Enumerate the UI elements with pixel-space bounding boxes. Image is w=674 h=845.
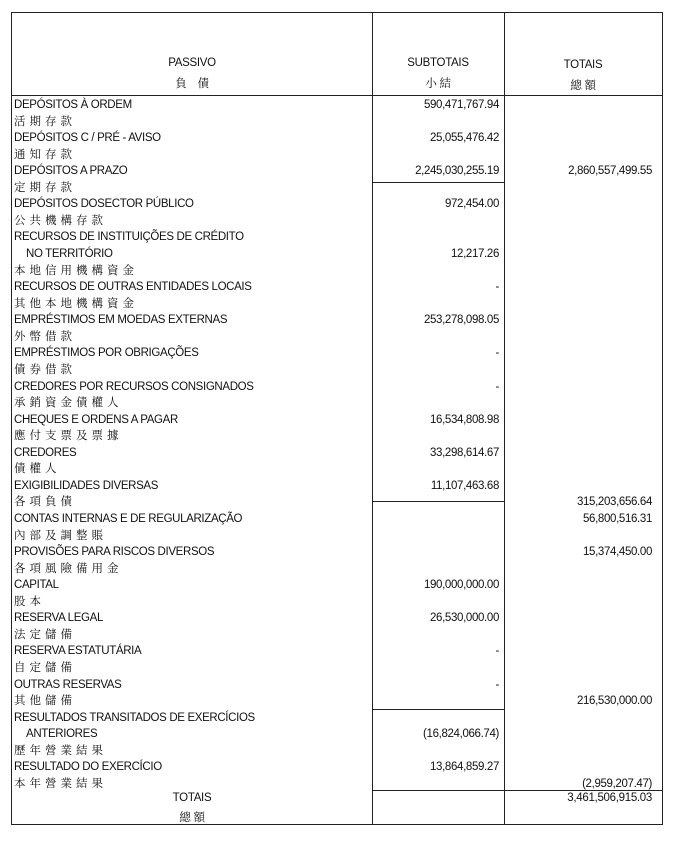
row-subtotal: 33,298,614.67 bbox=[430, 446, 499, 459]
row-subtotal: - bbox=[495, 347, 499, 360]
table-row bbox=[12, 726, 662, 743]
row-label: CREDORES bbox=[14, 446, 77, 459]
row-label: 債權人 bbox=[14, 463, 61, 476]
table-row bbox=[12, 478, 662, 495]
row-label: 歷年營業結果 bbox=[14, 744, 107, 757]
header-totais-zh: 總 額 bbox=[570, 80, 596, 92]
table-row bbox=[12, 577, 662, 594]
row-label: CONTAS INTERNAS E DE REGULARIZAÇÃO bbox=[14, 513, 243, 525]
table-row bbox=[12, 180, 662, 197]
table-row bbox=[12, 229, 662, 246]
row-label: 其他本地機構資金 bbox=[14, 297, 138, 310]
table-row bbox=[12, 561, 662, 578]
row-subtotal: 26,530,000.00 bbox=[430, 612, 499, 625]
row-label: NO TERRITÓRIO bbox=[26, 248, 113, 261]
table-row bbox=[12, 362, 662, 379]
row-subtotal: 190,000,000.00 bbox=[423, 579, 499, 592]
table-row bbox=[12, 610, 662, 627]
header-totais: TOTAIS bbox=[563, 59, 603, 71]
row-label: 法定儲備 bbox=[14, 628, 76, 641]
row-total: 315,203,656.64 bbox=[576, 496, 652, 509]
row-label: EMPRÉSTIMOS EM MOEDAS EXTERNAS bbox=[14, 314, 228, 327]
row-label: 本年營業結果 bbox=[14, 777, 107, 790]
table-row bbox=[12, 428, 662, 445]
header-subtotais-zh: 小 結 bbox=[425, 78, 451, 90]
table-row bbox=[12, 130, 662, 147]
row-label: RESULTADO DO EXERCÍCIO bbox=[14, 761, 162, 774]
row-label: OUTRAS RESERVAS bbox=[14, 678, 122, 691]
row-label: 各項風險備用金 bbox=[14, 562, 123, 575]
table-row bbox=[12, 395, 662, 412]
row-label: RECURSOS DE OUTRAS ENTIDADES LOCAIS bbox=[14, 281, 252, 294]
table-row bbox=[12, 511, 662, 528]
row-subtotal: 16,534,808.98 bbox=[430, 413, 499, 426]
table-row bbox=[12, 710, 662, 727]
balance-sheet-liabilities-table bbox=[11, 12, 663, 825]
table-row bbox=[12, 97, 662, 114]
row-subtotal: - bbox=[495, 645, 499, 658]
row-label: 活期存款 bbox=[14, 115, 76, 128]
header-passivo: PASSIVO bbox=[168, 57, 216, 69]
row-label: 股本 bbox=[14, 595, 45, 608]
row-subtotal: 253,278,098.05 bbox=[423, 314, 499, 327]
row-subtotal: 972,454.00 bbox=[444, 198, 499, 211]
table-row bbox=[12, 213, 662, 230]
table-row bbox=[12, 494, 662, 511]
row-label: RECURSOS DE INSTITUIÇÕES DE CRÉDITO bbox=[14, 231, 244, 244]
table-row bbox=[12, 263, 662, 280]
table-row bbox=[12, 544, 662, 561]
row-subtotal: - bbox=[495, 281, 499, 294]
row-label: RESERVA LEGAL bbox=[14, 612, 103, 625]
table-row bbox=[12, 445, 662, 462]
table-row bbox=[12, 412, 662, 429]
row-label: DEPÓSITOS A PRAZO bbox=[14, 165, 128, 178]
table-row bbox=[12, 379, 662, 396]
grand-total-value: 3,461,506,915.03 bbox=[567, 792, 652, 804]
row-total: 56,800,516.31 bbox=[583, 513, 652, 525]
row-label: DEPÓSITOS C / PRÉ - AVISO bbox=[14, 132, 161, 145]
table-row bbox=[12, 677, 662, 694]
table-row bbox=[12, 461, 662, 478]
table-row bbox=[12, 627, 662, 644]
row-subtotal: (16,824,066.74) bbox=[423, 728, 499, 741]
table-row bbox=[12, 147, 662, 164]
row-label: 內部及調整賬 bbox=[14, 529, 107, 542]
row-subtotal: 13,864,859.27 bbox=[430, 761, 499, 774]
table-row bbox=[12, 163, 662, 180]
row-label: EMPRÉSTIMOS POR OBRIGAÇÕES bbox=[14, 347, 199, 360]
row-label: 本地信用機構資金 bbox=[14, 264, 138, 277]
table-row bbox=[12, 279, 662, 296]
row-label: CAPITAL bbox=[14, 579, 59, 592]
row-label: 各項負債 bbox=[14, 496, 76, 509]
row-subtotal: 2,245,030,255.19 bbox=[415, 165, 499, 178]
table-row bbox=[12, 594, 662, 611]
footer-totais-label: TOTAIS bbox=[172, 792, 212, 804]
row-label: PROVISÕES PARA RISCOS DIVERSOS bbox=[14, 546, 215, 559]
row-label: CREDORES POR RECURSOS CONSIGNADOS bbox=[14, 380, 254, 393]
table-row bbox=[12, 643, 662, 660]
table-row bbox=[12, 759, 662, 776]
row-subtotal: - bbox=[495, 380, 499, 393]
row-label: 自定儲備 bbox=[14, 662, 76, 675]
header-divider bbox=[12, 95, 662, 96]
table-row bbox=[12, 776, 662, 793]
table-row bbox=[12, 246, 662, 263]
row-label: CHEQUES E ORDENS A PAGAR bbox=[14, 413, 178, 426]
row-total: 15,374,450.00 bbox=[583, 546, 652, 559]
table-row bbox=[12, 693, 662, 710]
row-subtotal: - bbox=[495, 678, 499, 691]
row-label: EXIGIBILIDADES DIVERSAS bbox=[14, 479, 159, 492]
table-row bbox=[12, 743, 662, 760]
row-label: 債券借款 bbox=[14, 363, 76, 376]
row-total: 216,530,000.00 bbox=[576, 695, 652, 708]
row-label: 應付支票及票據 bbox=[14, 430, 123, 443]
row-label: DEPÓSITOS À ORDEM bbox=[14, 99, 132, 111]
row-label: 承銷資金債權人 bbox=[14, 397, 123, 410]
row-label: DEPÓSITOS DOSECTOR PÚBLICO bbox=[14, 198, 194, 211]
table-row bbox=[12, 329, 662, 346]
row-label: 通知存款 bbox=[14, 148, 76, 161]
table-row bbox=[12, 196, 662, 213]
table-row bbox=[12, 296, 662, 313]
table-row bbox=[12, 528, 662, 545]
row-label: ANTERIORES bbox=[26, 728, 98, 741]
row-label: 外幣借款 bbox=[14, 330, 76, 343]
table-row bbox=[12, 114, 662, 131]
row-label: 公共機構存款 bbox=[14, 214, 107, 227]
table-row bbox=[12, 345, 662, 362]
row-label: 定期存款 bbox=[14, 181, 76, 194]
footer-totais-label-zh: 總 額 bbox=[179, 812, 205, 824]
header-subtotais: SUBTOTAIS bbox=[407, 57, 469, 69]
row-label: RESULTADOS TRANSITADOS DE EXERCÍCIOS bbox=[14, 711, 255, 724]
row-subtotal: 11,107,463.68 bbox=[430, 479, 499, 492]
table-row bbox=[12, 312, 662, 329]
row-label: RESERVA ESTATUTÁRIA bbox=[14, 645, 142, 658]
header-passivo-zh: 負 債 bbox=[175, 78, 209, 90]
row-total: 2,860,557,499.55 bbox=[568, 165, 652, 178]
row-total: (2,959,207.47) bbox=[582, 777, 652, 790]
row-subtotal: 12,217.26 bbox=[450, 248, 499, 261]
row-subtotal: 25,055,476.42 bbox=[430, 132, 499, 145]
row-label: 其他儲備 bbox=[14, 695, 76, 708]
row-subtotal: 590,471,767.94 bbox=[423, 99, 499, 111]
table-row bbox=[12, 660, 662, 677]
